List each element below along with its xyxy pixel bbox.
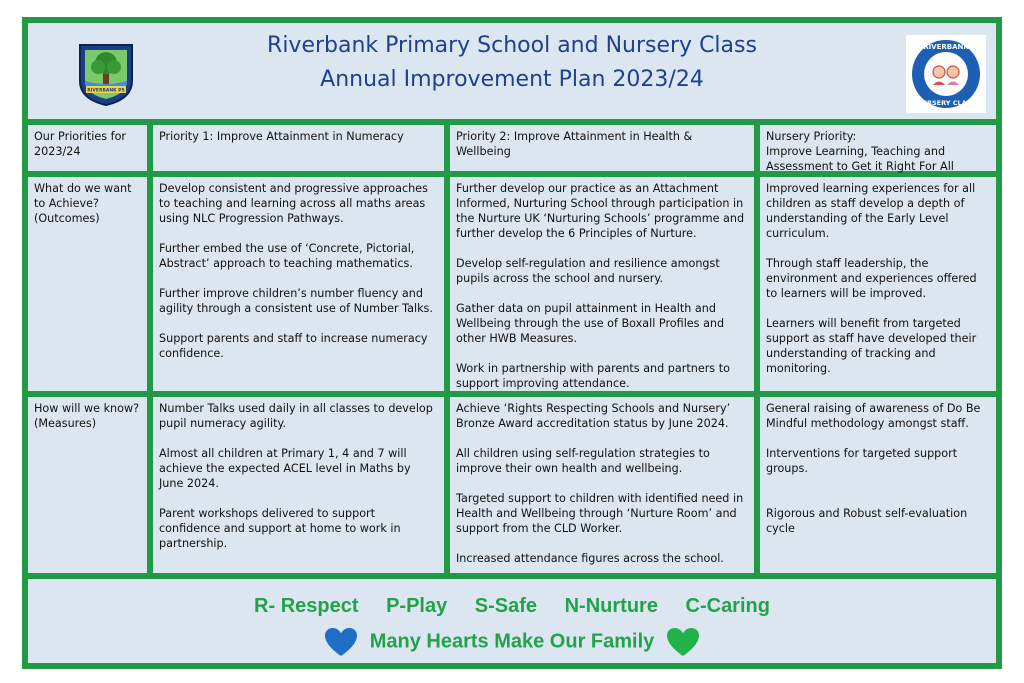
outcomes-priority2-cell <box>450 177 754 391</box>
priority2-heading: Priority 2: Improve Attainment in Health & Wellbeing <box>456 130 693 158</box>
nursery-logo-icon <box>906 35 986 113</box>
plan-title: Annual Improvement Plan 2023/24 <box>320 67 704 92</box>
priorities-label-cell <box>28 125 147 171</box>
outcomes-label: What do we want to Achieve? (Outcomes) <box>34 182 132 225</box>
values-footer <box>28 579 996 663</box>
measures-nursery-cell <box>760 397 996 573</box>
school-values <box>28 595 996 618</box>
value-respect: R- Respect <box>254 595 359 617</box>
outcomes-nursery-cell <box>760 177 996 391</box>
measures-nursery-text: General raising of awareness of Do Be Mindful methodology amongst staff. Interventions for targeted support groups. Rigorous and Robust self-evaluation cycle <box>766 402 981 535</box>
measures-priority1-cell <box>153 397 444 573</box>
outcomes-priority2-text: Further develop our practice as an Attachment Informed, Nurturing School through participation in the Nurture UK ‘Nurturing Schools’ programme and further develop the 6 Principles of Nurture. Develop self-regulation and resilience amongst pupils across the school and nursery. Gather data on pupil attainment in Health and Wellbeing through the use of Boxall Profiles and other HWB Measures. Work in partnership with parents and partners to support improving attendance. <box>456 182 745 390</box>
crest-banner-text: RIVERBANK PS <box>87 88 125 94</box>
priority1-cell <box>153 125 444 171</box>
measures-label: How will we know? (Measures) <box>34 402 140 430</box>
measures-priority2-cell <box>450 397 754 573</box>
outcomes-nursery-text: Improved learning experiences for all children as staff develop a depth of understanding of the Early Level curriculum. Through staff leadership, the environment and experiences offered to learners will be improved. Learners will benefit from targeted support as staff have developed their understanding of tracking and monitoring. <box>766 182 977 375</box>
measures-label-cell <box>28 397 147 573</box>
slogan-row <box>28 627 996 657</box>
nursery-logo-top-text: RIVERBANK <box>923 43 969 51</box>
nursery-logo-bottom-text: NURSERY CLASS <box>916 99 976 107</box>
outcomes-label-cell <box>28 177 147 391</box>
value-play: P-Play <box>386 595 448 617</box>
nursery-priority-cell <box>760 125 996 171</box>
measures-priority1-text: Number Talks used daily in all classes to develop pupil numeracy agility. Almost all children at Primary 1, 4 and 7 will achieve the expected ACEL level in Maths by June 2024. Parent workshops delivered to support confidence and support at home to work in partnership. <box>159 402 433 550</box>
outcomes-priority1-cell <box>153 177 444 391</box>
value-caring: C-Caring <box>685 595 770 617</box>
school-title: Riverbank Primary School and Nursery Class <box>267 33 757 58</box>
outcomes-priority1-text: Develop consistent and progressive approaches to teaching and learning across all maths areas using NLC Progression Pathways. Further embed the use of ‘Concrete, Pictorial, Abstract’ approach to teaching mathematics. Further improve children’s number fluency and agility through a consistent use of Number Talks. Support parents and staff to increase numeracy confidence. <box>159 182 433 360</box>
blue-heart-icon <box>324 627 358 657</box>
priority2-cell <box>450 125 754 171</box>
slogan-text: Many Hearts Make Our Family <box>369 630 655 653</box>
plan-header <box>28 23 996 119</box>
nursery-priority-heading: Nursery Priority: Improve Learning, Teaching and Assessment to Get it Right For All <box>766 130 954 173</box>
priority1-heading: Priority 1: Improve Attainment in Numeracy <box>159 130 404 143</box>
value-nurture: N-Nurture <box>564 595 658 617</box>
priorities-label: Our Priorities for 2023/24 <box>34 130 127 158</box>
green-heart-icon <box>666 627 700 657</box>
value-safe: S-Safe <box>474 595 538 617</box>
improvement-plan-frame <box>22 17 1002 669</box>
measures-priority2-text: Achieve ‘Rights Respecting Schools and Nursery’ Bronze Award accreditation status by June 2024. All children using self-regulation strategies to improve their own health and wellbeing. Targeted support to children with identified need in Health and Wellbeing through ‘Nurture Room’ and support from the CLD Worker. Increased attendance figures across the school. <box>456 402 744 565</box>
